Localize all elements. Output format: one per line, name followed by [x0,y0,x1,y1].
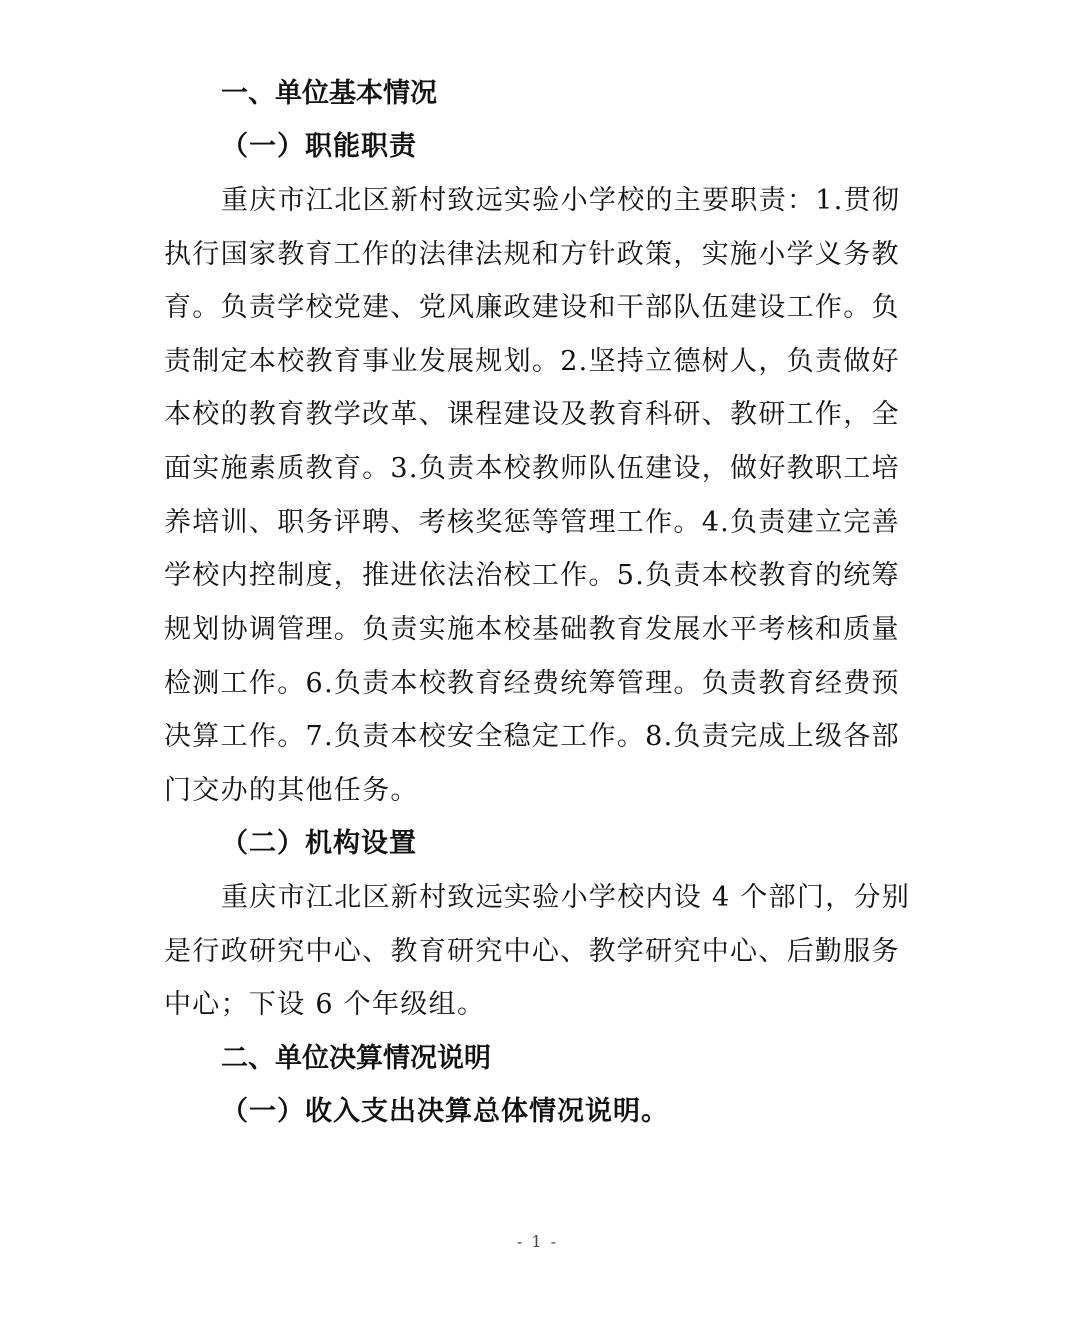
paragraph-line: 是行政研究中心、教育研究中心、教学研究中心、后勤服务 [164,936,900,967]
paragraph-line: 门交办的其他任务。 [164,775,419,806]
paragraph-line: 决算工作。7.负责本校安全稳定工作。8.负责完成上级各部 [164,721,900,752]
paragraph-line: 重庆市江北区新村致远实验小学校的主要职责：1.贯彻 [221,185,901,216]
paragraph-line: 养培训、职务评聘、考核奖惩等管理工作。4.负责建立完善 [164,507,900,538]
paragraph-line: 执行国家教育工作的法律法规和方针政策，实施小学义务教 [164,239,900,270]
paragraph-line: 面实施素质教育。3.负责本校教师队伍建设，做好教职工培 [164,453,900,484]
section-2-heading: 二、单位决算情况说明 [221,1043,491,1074]
page-number: - 1 - [516,1232,559,1251]
paragraph-line: 中心；下设 6 个年级组。 [164,989,486,1020]
paragraph-line: 检测工作。6.负责本校教育经费统筹管理。负责教育经费预 [164,668,900,699]
paragraph-line: 责制定本校教育事业发展规划。2.坚持立德树人，负责做好 [164,346,900,377]
subsection-1-2-heading: （二）机构设置 [221,828,417,859]
section-1-heading: 一、单位基本情况 [221,78,437,109]
paragraph-line: 育。负责学校党建、党风廉政建设和干部队伍建设工作。负 [164,292,900,323]
paragraph-line: 规划协调管理。负责实施本校基础教育发展水平考核和质量 [164,614,900,645]
paragraph-line: 学校内控制度，推进依法治校工作。5.负责本校教育的统筹 [164,560,900,591]
paragraph-line: 重庆市江北区新村致远实验小学校内设 4 个部门，分别 [221,882,911,913]
subsection-2-1-heading: （一）收入支出决算总体情况说明。 [221,1096,669,1127]
paragraph-line: 本校的教育教学改革、课程建设及教育科研、教研工作，全 [164,399,900,430]
subsection-1-1-heading: （一）职能职责 [221,131,417,162]
